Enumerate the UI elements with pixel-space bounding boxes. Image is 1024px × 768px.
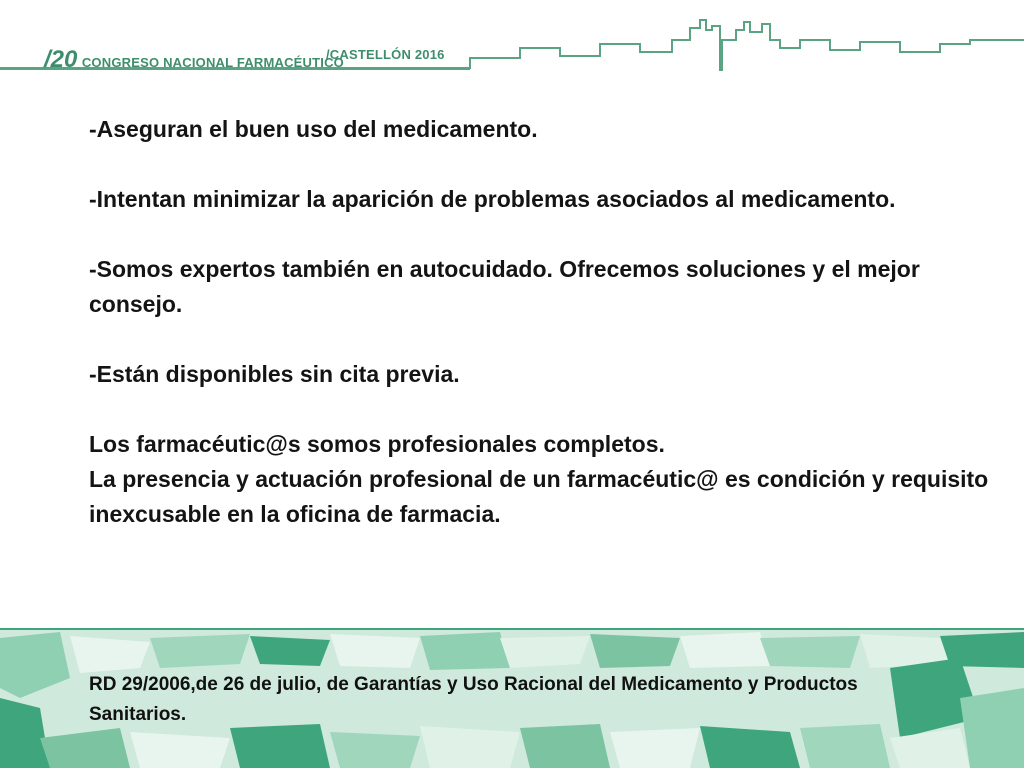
- congress-brand: [44, 46, 344, 74]
- bullet-line: -Somos expertos también en autocuidado. Ofrecemos soluciones y el mejor consejo.: [89, 256, 920, 317]
- slide-body: [89, 112, 989, 532]
- legal-reference: RD 29/2006,de 26 de julio, de Garantías y Uso Racional del Medicamento y Productos Sanitarios.: [89, 674, 858, 725]
- conclusion-line: Los farmacéutic@s somos profesionales completos.: [89, 431, 665, 457]
- congress-location: [326, 46, 445, 64]
- conclusion-line: La presencia y actuación profesional de un farmacéutic@ es condición y requisito inexcusable en la oficina de farmacia.: [89, 466, 989, 527]
- bullet-line: -Aseguran el buen uso del medicamento.: [89, 116, 538, 142]
- location-text: /CASTELLÓN 2016: [326, 47, 445, 62]
- bullet-line: -Están disponibles sin cita previa.: [89, 361, 460, 387]
- slide-header: [0, 0, 1024, 80]
- congress-name: CONGRESO NACIONAL FARMACÉUTICO: [81, 55, 344, 70]
- congress-number: /20: [44, 46, 78, 73]
- bullet-line: -Intentan minimizar la aparición de problemas asociados al medicamento.: [89, 186, 896, 212]
